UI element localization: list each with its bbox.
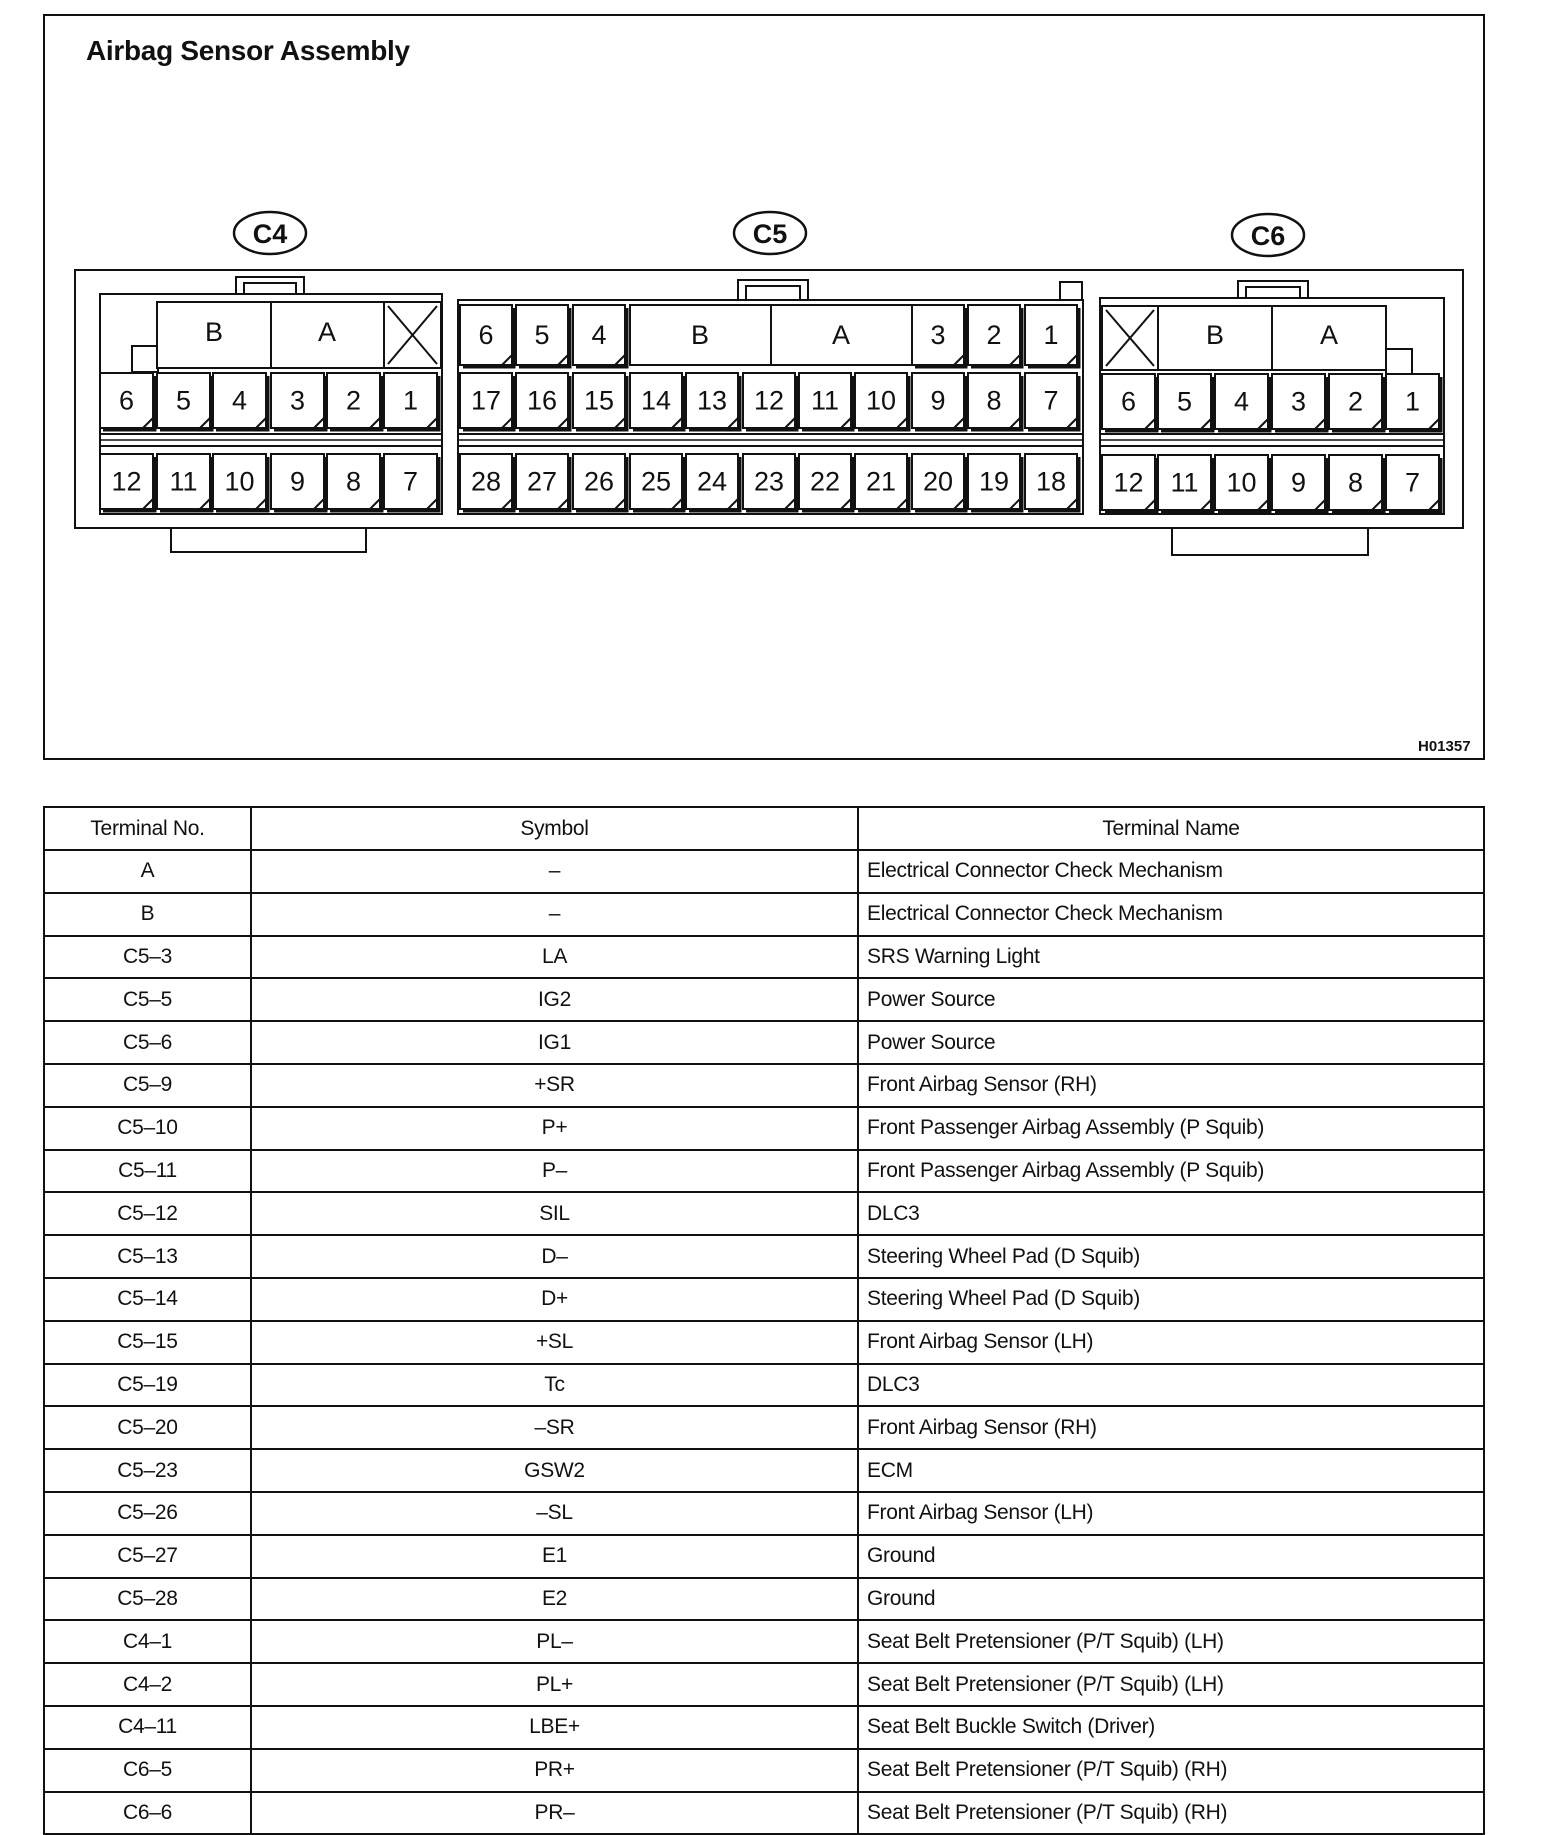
c4-pin: 7 — [402, 466, 419, 497]
symbol-cell: –SL — [251, 1492, 858, 1535]
symbol-cell: E2 — [251, 1578, 858, 1621]
terminal-no-cell: C5–3 — [44, 936, 251, 979]
terminal-no-cell: C5–26 — [44, 1492, 251, 1535]
c6-pin: 11 — [1170, 467, 1199, 498]
connector-label-c5: C5 — [752, 219, 788, 249]
symbol-cell: SIL — [251, 1192, 858, 1235]
terminal-no-cell: A — [44, 850, 251, 893]
symbol-cell: P– — [251, 1150, 858, 1193]
c4-pin: 4 — [231, 385, 248, 416]
c4-pin: 1 — [402, 385, 419, 416]
latch-inner — [746, 286, 800, 300]
c5-pin: 21 — [865, 466, 897, 497]
terminal-no-cell: C4–2 — [44, 1663, 251, 1706]
symbol-cell: D– — [251, 1235, 858, 1278]
table-row — [44, 1449, 1484, 1492]
connector-label-c4: C4 — [252, 219, 288, 249]
c6-pin: 6 — [1120, 386, 1137, 417]
symbol-cell: LA — [251, 936, 858, 979]
c4-pin: 11 — [169, 466, 198, 497]
connector-diagram — [0, 0, 1568, 780]
terminal-no-cell: C5–9 — [44, 1064, 251, 1107]
c5-pin: 8 — [986, 385, 1002, 416]
c6-pin: 1 — [1404, 386, 1421, 417]
terminal-name-cell: Steering Wheel Pad (D Squib) — [858, 1235, 1484, 1278]
table-row — [44, 893, 1484, 936]
terminal-name-cell: Front Passenger Airbag Assembly (P Squib) — [858, 1150, 1484, 1193]
symbol-cell: D+ — [251, 1278, 858, 1321]
table-row — [44, 1535, 1484, 1578]
terminal-name-cell: Front Airbag Sensor (RH) — [858, 1406, 1484, 1449]
table-row — [44, 1021, 1484, 1064]
terminal-name-cell: Power Source — [858, 978, 1484, 1021]
terminal-no-cell: C4–11 — [44, 1706, 251, 1749]
c4-pin: 5 — [175, 385, 192, 416]
symbol-cell: PL+ — [251, 1663, 858, 1706]
connector-label-c6: C6 — [1250, 221, 1286, 251]
c6-check-b: B — [1205, 320, 1225, 350]
symbol-cell: – — [251, 893, 858, 936]
terminal-no-cell: C5–10 — [44, 1107, 251, 1150]
table-row — [44, 1492, 1484, 1535]
terminal-name-cell: Electrical Connector Check Mechanism — [858, 850, 1484, 893]
symbol-cell: PL– — [251, 1620, 858, 1663]
terminal-name-cell: Seat Belt Buckle Switch (Driver) — [858, 1706, 1484, 1749]
c5-pin: 18 — [1035, 466, 1067, 497]
c4-pin: 6 — [118, 385, 135, 416]
c6-pin: 8 — [1347, 467, 1364, 498]
c5-pin: 24 — [696, 466, 728, 497]
terminal-name-cell: Seat Belt Pretensioner (P/T Squib) (RH) — [858, 1749, 1484, 1792]
table-row — [44, 978, 1484, 1021]
c5-pin: 28 — [470, 466, 502, 497]
terminal-no-cell: C5–5 — [44, 978, 251, 1021]
terminal-no-cell: C5–20 — [44, 1406, 251, 1449]
terminal-no-cell: C6–5 — [44, 1749, 251, 1792]
terminal-name-cell: Front Airbag Sensor (LH) — [858, 1492, 1484, 1535]
symbol-cell: GSW2 — [251, 1449, 858, 1492]
terminal-no-cell: C5–6 — [44, 1021, 251, 1064]
c5-pin: 13 — [696, 385, 728, 416]
c4-check-b: B — [204, 317, 224, 347]
diagram-title: Airbag Sensor Assembly — [86, 35, 410, 66]
table-row — [44, 1278, 1484, 1321]
terminal-no-cell: C5–13 — [44, 1235, 251, 1278]
terminal-no-cell: C5–14 — [44, 1278, 251, 1321]
terminal-no-cell: C5–12 — [44, 1192, 251, 1235]
terminal-no-cell: C4–1 — [44, 1620, 251, 1663]
table-row — [44, 1578, 1484, 1621]
c5-pin: 19 — [978, 466, 1010, 497]
symbol-cell: LBE+ — [251, 1706, 858, 1749]
table-row — [44, 850, 1484, 893]
symbol-cell: –SR — [251, 1406, 858, 1449]
terminal-name-cell: Steering Wheel Pad (D Squib) — [858, 1278, 1484, 1321]
table-row — [44, 1706, 1484, 1749]
terminal-name-cell: Front Passenger Airbag Assembly (P Squib) — [858, 1107, 1484, 1150]
terminal-no-cell: C5–28 — [44, 1578, 251, 1621]
c6-pin: 5 — [1176, 386, 1193, 417]
c6-check-a: A — [1319, 320, 1339, 350]
symbol-cell: +SR — [251, 1064, 858, 1107]
header-terminal-name: Terminal Name — [858, 807, 1484, 850]
c4-pin: 3 — [289, 385, 306, 416]
table-row — [44, 1406, 1484, 1449]
mount-bracket-left — [171, 528, 366, 552]
c5-pin: 1 — [1043, 320, 1059, 350]
table-row — [44, 936, 1484, 979]
c4-side-tab — [132, 346, 158, 372]
terminal-name-cell: Front Airbag Sensor (RH) — [858, 1064, 1484, 1107]
terminal-no-cell: C6–6 — [44, 1792, 251, 1835]
c5-pin: 14 — [640, 385, 672, 416]
terminal-no-cell: C5–23 — [44, 1449, 251, 1492]
c6-pin: 7 — [1404, 467, 1421, 498]
terminal-name-cell: Seat Belt Pretensioner (P/T Squib) (RH) — [858, 1792, 1484, 1835]
terminal-name-cell: Ground — [858, 1535, 1484, 1578]
mount-bracket-right — [1172, 528, 1368, 555]
table-row — [44, 1150, 1484, 1193]
c4-pin: 8 — [345, 466, 362, 497]
c5-pin: 3 — [930, 320, 946, 350]
terminal-no-cell: C5–15 — [44, 1321, 251, 1364]
c5-pin: 12 — [753, 385, 785, 416]
c5-pin: 26 — [583, 466, 615, 497]
symbol-cell: PR– — [251, 1792, 858, 1835]
terminal-no-cell: C5–11 — [44, 1150, 251, 1193]
c4-check-a: A — [317, 317, 337, 347]
header-symbol: Symbol — [251, 807, 858, 850]
c6-pin: 4 — [1233, 386, 1250, 417]
symbol-cell: E1 — [251, 1535, 858, 1578]
c5-pin: 22 — [809, 466, 841, 497]
table-row — [44, 1663, 1484, 1706]
c5-pin: 4 — [591, 320, 607, 350]
symbol-cell: Tc — [251, 1364, 858, 1407]
terminal-no-cell: C5–19 — [44, 1364, 251, 1407]
c5-pin: 10 — [865, 385, 897, 416]
header-terminal-no: Terminal No. — [44, 807, 251, 850]
c5-pin: 17 — [470, 385, 502, 416]
c6-pin: 3 — [1290, 386, 1307, 417]
c5-check-b: B — [690, 320, 710, 350]
c5-pin: 16 — [526, 385, 558, 416]
figure-code: H01357 — [1418, 738, 1471, 755]
terminal-name-cell: SRS Warning Light — [858, 936, 1484, 979]
symbol-cell: PR+ — [251, 1749, 858, 1792]
c4-pin: 10 — [224, 466, 255, 497]
c5-pin: 6 — [478, 320, 494, 350]
c6-pin: 12 — [1113, 467, 1144, 498]
c5-pin: 11 — [810, 385, 840, 416]
table-row — [44, 1192, 1484, 1235]
c5-pin: 23 — [753, 466, 785, 497]
terminal-name-cell: ECM — [858, 1449, 1484, 1492]
terminal-name-cell: Seat Belt Pretensioner (P/T Squib) (LH) — [858, 1620, 1484, 1663]
c4-pin: 2 — [345, 385, 362, 416]
table-row — [44, 1792, 1484, 1835]
table-row — [44, 1107, 1484, 1150]
c4-pin: 12 — [111, 466, 142, 497]
terminal-no-cell: C5–27 — [44, 1535, 251, 1578]
c5-pin: 2 — [986, 320, 1002, 350]
table-row — [44, 1364, 1484, 1407]
c5-pin: 15 — [583, 385, 615, 416]
table-header-row — [44, 807, 1484, 850]
symbol-cell: P+ — [251, 1107, 858, 1150]
terminal-no-cell: B — [44, 893, 251, 936]
symbol-cell: +SL — [251, 1321, 858, 1364]
terminal-name-cell: DLC3 — [858, 1364, 1484, 1407]
c6-pin: 2 — [1347, 386, 1364, 417]
terminal-name-cell: Front Airbag Sensor (LH) — [858, 1321, 1484, 1364]
terminal-name-cell: DLC3 — [858, 1192, 1484, 1235]
table-row — [44, 1064, 1484, 1107]
terminal-name-cell: Electrical Connector Check Mechanism — [858, 893, 1484, 936]
table-row — [44, 1321, 1484, 1364]
terminal-table — [43, 806, 1485, 1835]
terminal-name-cell: Power Source — [858, 1021, 1484, 1064]
c5-pin: 25 — [640, 466, 672, 497]
symbol-cell: IG2 — [251, 978, 858, 1021]
symbol-cell: IG1 — [251, 1021, 858, 1064]
c5-check-a: A — [831, 320, 851, 350]
c6-side-tab — [1386, 349, 1412, 375]
table-row — [44, 1235, 1484, 1278]
c5-pin: 5 — [534, 320, 550, 350]
c5-pin: 7 — [1043, 385, 1059, 416]
c5-pin: 9 — [930, 385, 946, 416]
c6-pin: 9 — [1290, 467, 1307, 498]
terminal-name-cell: Ground — [858, 1578, 1484, 1621]
c5-pin: 20 — [922, 466, 954, 497]
symbol-cell: – — [251, 850, 858, 893]
terminal-name-cell: Seat Belt Pretensioner (P/T Squib) (LH) — [858, 1663, 1484, 1706]
table-row — [44, 1620, 1484, 1663]
table-row — [44, 1749, 1484, 1792]
c5-pin: 27 — [526, 466, 558, 497]
c4-pin: 9 — [289, 466, 306, 497]
c6-pin: 10 — [1226, 467, 1257, 498]
